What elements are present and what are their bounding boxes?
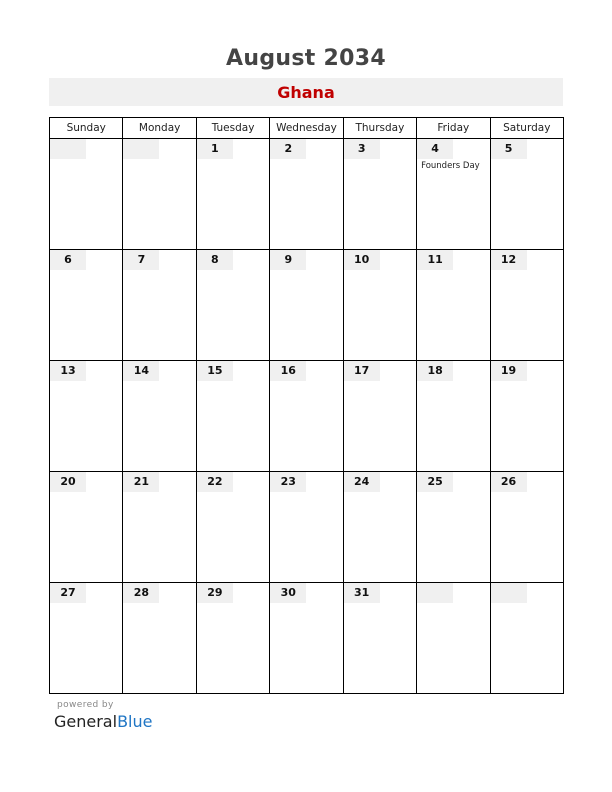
day-number: 3	[344, 139, 380, 159]
day-cell	[343, 250, 416, 361]
day-cell	[417, 361, 490, 472]
day-cell	[123, 583, 196, 694]
day-number: 6	[50, 250, 86, 270]
day-number: 31	[344, 583, 380, 603]
day-number: 7	[123, 250, 159, 270]
brand-general: General	[54, 712, 118, 731]
brand-blue: Blue	[117, 712, 153, 731]
day-number: 9	[270, 250, 306, 270]
day-cell	[123, 361, 196, 472]
day-number: 2	[270, 139, 306, 159]
day-cell	[196, 361, 269, 472]
day-number: 30	[270, 583, 306, 603]
day-cell	[417, 250, 490, 361]
country-banner	[49, 78, 563, 106]
day-cell	[343, 583, 416, 694]
weekday-sunday: Sunday	[50, 118, 123, 139]
calendar-grid	[49, 117, 564, 694]
day-cell	[490, 250, 563, 361]
holiday-label: Founders Day	[421, 161, 480, 171]
day-number: 13	[50, 361, 86, 381]
powered-by-text: powered by	[57, 700, 114, 710]
day-cell	[270, 361, 343, 472]
day-number: 15	[197, 361, 233, 381]
day-cell	[490, 472, 563, 583]
day-number: 10	[344, 250, 380, 270]
day-number: 17	[344, 361, 380, 381]
day-cell	[196, 472, 269, 583]
day-number: 26	[491, 472, 527, 492]
generalblue-logo[interactable]	[54, 712, 152, 731]
weekday-monday: Monday	[123, 118, 196, 139]
week-row	[50, 472, 564, 583]
day-number: 16	[270, 361, 306, 381]
day-number: 12	[491, 250, 527, 270]
day-number	[491, 583, 527, 603]
weekday-thursday: Thursday	[343, 118, 416, 139]
weekday-friday: Friday	[417, 118, 490, 139]
day-number: 28	[123, 583, 159, 603]
day-cell	[123, 139, 196, 250]
day-cell	[196, 139, 269, 250]
day-cell	[490, 361, 563, 472]
day-number: 29	[197, 583, 233, 603]
day-number: 24	[344, 472, 380, 492]
day-cell	[343, 361, 416, 472]
day-cell	[417, 139, 490, 250]
day-number: 27	[50, 583, 86, 603]
weekday-tuesday: Tuesday	[196, 118, 269, 139]
day-number: 14	[123, 361, 159, 381]
day-cell	[270, 472, 343, 583]
day-cell	[50, 472, 123, 583]
day-number: 5	[491, 139, 527, 159]
day-number: 23	[270, 472, 306, 492]
day-cell	[343, 472, 416, 583]
day-cell	[50, 250, 123, 361]
day-number	[417, 583, 453, 603]
weekday-wednesday: Wednesday	[270, 118, 343, 139]
day-cell	[490, 139, 563, 250]
day-cell	[196, 250, 269, 361]
day-cell	[417, 472, 490, 583]
day-number: 19	[491, 361, 527, 381]
weekday-header-row	[50, 118, 564, 139]
day-number: 18	[417, 361, 453, 381]
day-number: 11	[417, 250, 453, 270]
day-cell	[270, 250, 343, 361]
calendar-title: August 2034	[226, 46, 386, 71]
day-number: 8	[197, 250, 233, 270]
week-row	[50, 250, 564, 361]
day-number: 22	[197, 472, 233, 492]
day-cell	[50, 139, 123, 250]
day-cell	[270, 139, 343, 250]
day-cell	[270, 583, 343, 694]
day-cell	[490, 583, 563, 694]
day-number: 4	[417, 139, 453, 159]
day-cell	[343, 139, 416, 250]
day-number: 20	[50, 472, 86, 492]
day-number: 25	[417, 472, 453, 492]
day-number: 21	[123, 472, 159, 492]
weekday-saturday: Saturday	[490, 118, 563, 139]
day-cell	[123, 250, 196, 361]
day-cell	[123, 472, 196, 583]
day-number	[123, 139, 159, 159]
day-cell	[196, 583, 269, 694]
day-cell	[50, 583, 123, 694]
day-number: 1	[197, 139, 233, 159]
day-cell	[417, 583, 490, 694]
week-row	[50, 361, 564, 472]
day-number	[50, 139, 86, 159]
week-row	[50, 583, 564, 694]
week-row	[50, 139, 564, 250]
country-name: Ghana	[277, 82, 335, 102]
day-cell	[50, 361, 123, 472]
